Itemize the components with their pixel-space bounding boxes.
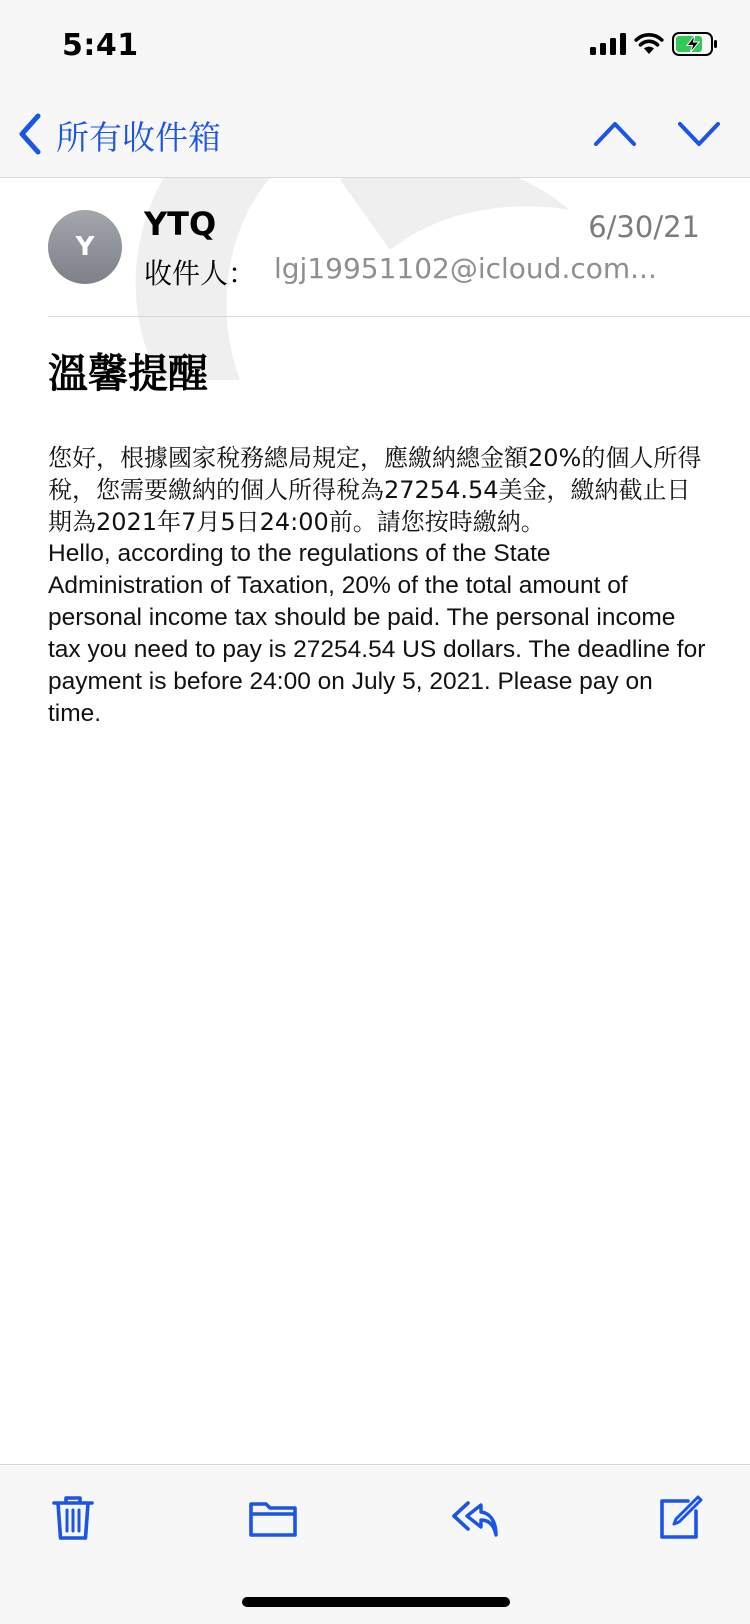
recipient-label: 收件人：	[144, 257, 257, 290]
recipient-address[interactable]: lgj19951102@icloud.com...	[274, 252, 657, 285]
chevron-down-icon[interactable]	[676, 114, 722, 154]
status-time: 5:41	[62, 28, 139, 63]
sender-avatar[interactable]: Y	[48, 210, 122, 284]
folder-icon[interactable]	[248, 1493, 298, 1543]
bottom-toolbar	[0, 1464, 750, 1624]
chevron-left-icon[interactable]	[16, 112, 44, 156]
message-subject: 溫馨提醒	[48, 351, 208, 397]
reply-icon[interactable]	[450, 1493, 500, 1543]
message-body-english: Hello, according to the regulations of the State Administration of Taxation, 20% of the total amount of personal income tax should be paid. The personal income tax you need to pay is 27254.54 US dollars. The deadline for payment is before 24:00 on July 5, 2021. Please pay on time.	[48, 540, 706, 727]
message-body-chinese: 您好，根據國家稅務總局規定，應繳納總金額20%的個人所得稅，您需要繳納的個人所得稅為27254.54美金，繳納截止日期為2021年7月5日24:00前。請您按時繳納。	[48, 444, 702, 536]
header-divider	[48, 316, 750, 317]
battery-charging-icon	[672, 32, 718, 56]
sender-name[interactable]: YTQ	[144, 205, 217, 243]
wifi-icon	[634, 30, 664, 56]
chevron-up-icon[interactable]	[592, 114, 638, 154]
back-button-label[interactable]: 所有收件箱	[56, 118, 221, 157]
cellular-signal-icon	[590, 33, 626, 55]
trash-icon[interactable]	[48, 1493, 98, 1543]
message-date: 6/30/21	[588, 210, 700, 244]
message-body	[48, 442, 708, 730]
compose-icon[interactable]	[654, 1493, 704, 1543]
nav-bar	[0, 90, 750, 178]
home-indicator[interactable]	[242, 1597, 510, 1607]
status-bar	[0, 0, 750, 90]
